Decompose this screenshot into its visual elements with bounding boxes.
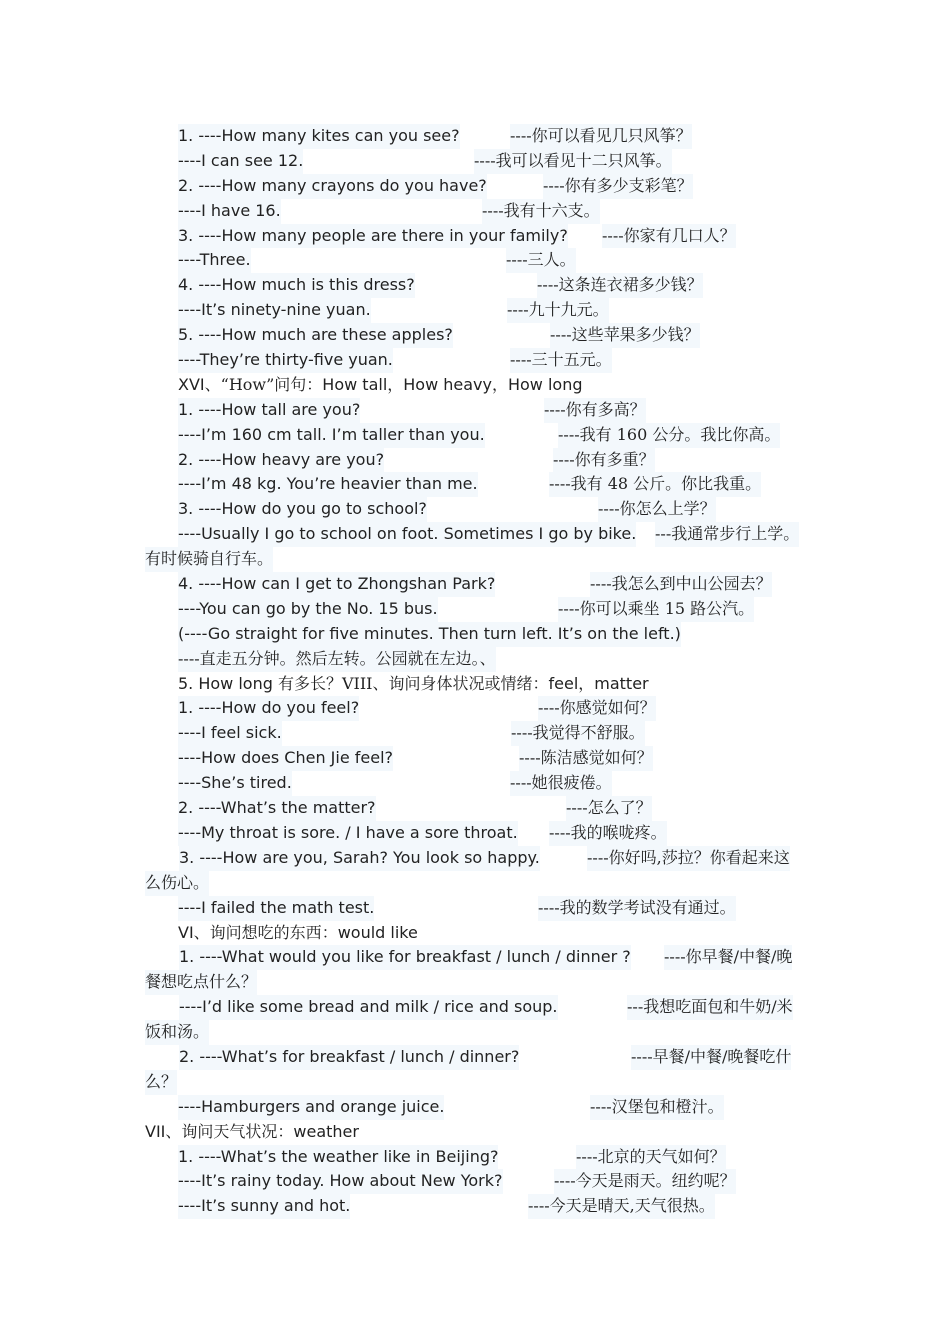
line-26 bbox=[145, 746, 835, 771]
line-5 bbox=[145, 224, 835, 249]
chinese-translation: ----早餐/中餐/晚餐吃什 bbox=[631, 1045, 791, 1070]
chinese-translation: ----你有多重？ bbox=[553, 448, 655, 473]
english-sentence: 1. ----What’s the weather like in Beijing? bbox=[178, 1145, 498, 1170]
english-sentence: ----It’s sunny and hot. bbox=[178, 1194, 350, 1219]
english-sentence: ----She’s tired. bbox=[178, 771, 292, 796]
english-sentence: 2. ----How many crayons do you have? bbox=[178, 174, 487, 199]
english-sentence: ----I’d like some bread and milk / rice and soup. bbox=[179, 995, 558, 1020]
section-heading-part: “How”问句 bbox=[220, 374, 307, 394]
english-sentence: ----I failed the math test. bbox=[178, 896, 374, 921]
english-sentence: ----I can see 12. bbox=[178, 149, 303, 174]
line-35 bbox=[145, 970, 835, 995]
english-sentence: 1. ----How many kites can you see? bbox=[178, 124, 460, 149]
chinese-continuation: 有时候骑自行车。 bbox=[145, 547, 273, 572]
chinese-translation: ----这些苹果多少钱？ bbox=[550, 323, 700, 348]
english-sentence: 4. ----How can I get to Zhongshan Park? bbox=[178, 572, 495, 597]
chinese-continuation: 么伤心。 bbox=[145, 871, 209, 896]
line-38 bbox=[145, 1045, 835, 1070]
chinese-translation: ----怎么了？ bbox=[566, 796, 652, 821]
line-30 bbox=[145, 846, 835, 871]
chinese-continuation: 么？ bbox=[145, 1070, 177, 1095]
line-42 bbox=[145, 1145, 835, 1170]
line-14 bbox=[145, 448, 835, 473]
chinese-translation: ---我通常步行上学。 bbox=[655, 522, 799, 547]
english-sentence: ----I have 16. bbox=[178, 199, 281, 224]
english-sentence: ----Three. bbox=[178, 248, 251, 273]
chinese-translation: ----汉堡包和橙汁。 bbox=[590, 1095, 724, 1120]
section-heading-part: 询问想吃的东西 bbox=[209, 922, 322, 942]
line-31 bbox=[145, 871, 835, 896]
english-sentence: ----I’m 160 cm tall. I’m taller than you. bbox=[178, 423, 485, 448]
english-sentence: 1. ----How do you feel? bbox=[178, 696, 359, 721]
chinese-continuation: 餐想吃点什么？ bbox=[145, 970, 257, 995]
chinese-translation: ----直走五分钟。然后左转。公园就在左边。、 bbox=[178, 647, 496, 672]
line-41 bbox=[145, 1120, 835, 1145]
line-12 bbox=[145, 398, 835, 423]
line-44 bbox=[145, 1194, 835, 1219]
chinese-translation: ----今天是雨天。纽约呢？ bbox=[554, 1169, 736, 1194]
chinese-continuation: 饭和汤。 bbox=[145, 1020, 209, 1045]
section-heading bbox=[178, 373, 583, 398]
line-7 bbox=[145, 273, 835, 298]
section-heading-part: ：feel，matter bbox=[532, 673, 649, 693]
line-1 bbox=[145, 124, 835, 149]
english-sentence: ----How does Chen Jie feel? bbox=[178, 746, 393, 771]
chinese-translation: ----我可以看见十二只风筝。 bbox=[474, 149, 672, 174]
chinese-translation: ----我有 160 公分。我比你高。 bbox=[558, 423, 780, 448]
section-heading-part: 有多长？VIII、询问身体状况或情绪 bbox=[277, 673, 533, 693]
english-sentence: ----You can go by the No. 15 bus. bbox=[178, 597, 438, 622]
chinese-translation: ----你好吗,莎拉？你看起来这 bbox=[587, 846, 790, 871]
section-heading bbox=[145, 1120, 359, 1145]
chinese-translation: ----我的喉咙疼。 bbox=[549, 821, 667, 846]
section-heading-part: ：weather bbox=[277, 1121, 359, 1141]
line-16 bbox=[145, 497, 835, 522]
line-15 bbox=[145, 472, 835, 497]
line-17 bbox=[145, 522, 835, 547]
line-21 bbox=[145, 622, 835, 647]
dialogue-lines bbox=[145, 124, 835, 1219]
english-sentence: ----They’re thirty-five yuan. bbox=[178, 348, 393, 373]
chinese-translation: ----三人。 bbox=[506, 248, 576, 273]
english-sentence: 3. ----How are you, Sarah? You look so happy. bbox=[179, 846, 540, 871]
line-23 bbox=[145, 672, 835, 697]
line-36 bbox=[145, 995, 835, 1020]
chinese-translation: ----你怎么上学？ bbox=[598, 497, 716, 522]
line-27 bbox=[145, 771, 835, 796]
english-sentence: ----My throat is sore. / I have a sore throat. bbox=[178, 821, 518, 846]
english-sentence: 4. ----How much is this dress? bbox=[178, 273, 415, 298]
chinese-translation: ----你可以看见几只风筝？ bbox=[510, 124, 692, 149]
english-sentence: 3. ----How do you go to school? bbox=[178, 497, 427, 522]
section-heading-part: VI、 bbox=[178, 922, 210, 942]
line-37 bbox=[145, 1020, 835, 1045]
line-4 bbox=[145, 199, 835, 224]
chinese-translation: ----你有多高？ bbox=[544, 398, 646, 423]
chinese-translation: ----三十五元。 bbox=[510, 348, 612, 373]
chinese-translation: ----我怎么到中山公园去？ bbox=[590, 572, 772, 597]
english-sentence: 5. ----How much are these apples? bbox=[178, 323, 453, 348]
line-29 bbox=[145, 821, 835, 846]
line-40 bbox=[145, 1095, 835, 1120]
line-25 bbox=[145, 721, 835, 746]
chinese-translation: ----她很疲倦。 bbox=[510, 771, 612, 796]
section-heading-part: 5. How long bbox=[178, 673, 278, 693]
chinese-translation: ----今天是晴天,天气很热。 bbox=[528, 1194, 715, 1219]
english-sentence: ----Hamburgers and orange juice. bbox=[178, 1095, 444, 1120]
line-43 bbox=[145, 1169, 835, 1194]
english-sentence: ----Usually I go to school on foot. Sometimes I go by bike. bbox=[178, 522, 636, 547]
english-sentence: ----I’m 48 kg. You’re heavier than me. bbox=[178, 472, 478, 497]
english-sentence: 1. ----How tall are you? bbox=[178, 398, 360, 423]
line-33 bbox=[145, 921, 835, 946]
chinese-translation: ----我的数学考试没有通过。 bbox=[538, 896, 736, 921]
english-sentence: 2. ----How heavy are you? bbox=[178, 448, 384, 473]
chinese-translation: ----北京的天气如何？ bbox=[576, 1145, 726, 1170]
chinese-translation: ----我有 48 公斤。你比我重。 bbox=[549, 472, 761, 497]
line-11 bbox=[145, 373, 835, 398]
line-32 bbox=[145, 896, 835, 921]
line-19 bbox=[145, 572, 835, 597]
english-sentence: ----I feel sick. bbox=[178, 721, 282, 746]
chinese-translation: ---我想吃面包和牛奶/米 bbox=[627, 995, 793, 1020]
line-24 bbox=[145, 696, 835, 721]
section-heading-part: XVI、 bbox=[178, 374, 221, 394]
chinese-translation: ----我有十六支。 bbox=[482, 199, 600, 224]
chinese-translation: ----你家有几口人？ bbox=[602, 224, 736, 249]
section-heading-part: 询问天气状况 bbox=[181, 1121, 278, 1141]
line-20 bbox=[145, 597, 835, 622]
chinese-translation: ----你早餐/中餐/晚 bbox=[664, 945, 792, 970]
section-heading-part: ：How tall，How heavy，How long bbox=[306, 374, 583, 394]
english-sentence: ----It’s rainy today. How about New York? bbox=[178, 1169, 503, 1194]
line-3 bbox=[145, 174, 835, 199]
chinese-translation: ----你可以乘坐 15 路公汽。 bbox=[558, 597, 754, 622]
chinese-translation: ----九十九元。 bbox=[507, 298, 609, 323]
english-sentence: 2. ----What’s for breakfast / lunch / dinner? bbox=[179, 1045, 519, 1070]
section-heading bbox=[178, 672, 649, 697]
line-18 bbox=[145, 547, 835, 572]
line-34 bbox=[145, 945, 835, 970]
line-22 bbox=[145, 647, 835, 672]
english-sentence: (----Go straight for five minutes. Then turn left. It’s on the left.) bbox=[178, 622, 681, 647]
english-sentence: 3. ----How many people are there in your family? bbox=[178, 224, 568, 249]
line-8 bbox=[145, 298, 835, 323]
chinese-translation: ----你有多少支彩笔？ bbox=[543, 174, 693, 199]
line-2 bbox=[145, 149, 835, 174]
section-heading-part: VII、 bbox=[145, 1121, 182, 1141]
section-heading bbox=[178, 921, 418, 946]
line-39 bbox=[145, 1070, 835, 1095]
english-sentence: 2. ----What’s the matter? bbox=[178, 796, 376, 821]
english-sentence: ----It’s ninety-nine yuan. bbox=[178, 298, 371, 323]
chinese-translation: ----这条连衣裙多少钱？ bbox=[537, 273, 703, 298]
line-9 bbox=[145, 323, 835, 348]
chinese-translation: ----我觉得不舒服。 bbox=[511, 721, 645, 746]
line-28 bbox=[145, 796, 835, 821]
line-10 bbox=[145, 348, 835, 373]
line-6 bbox=[145, 248, 835, 273]
section-heading-part: ：would like bbox=[321, 922, 418, 942]
chinese-translation: ----陈洁感觉如何？ bbox=[519, 746, 653, 771]
line-13 bbox=[145, 423, 835, 448]
chinese-translation: ----你感觉如何？ bbox=[538, 696, 656, 721]
english-sentence: 1. ----What would you like for breakfast / lunch / dinner ? bbox=[179, 945, 631, 970]
